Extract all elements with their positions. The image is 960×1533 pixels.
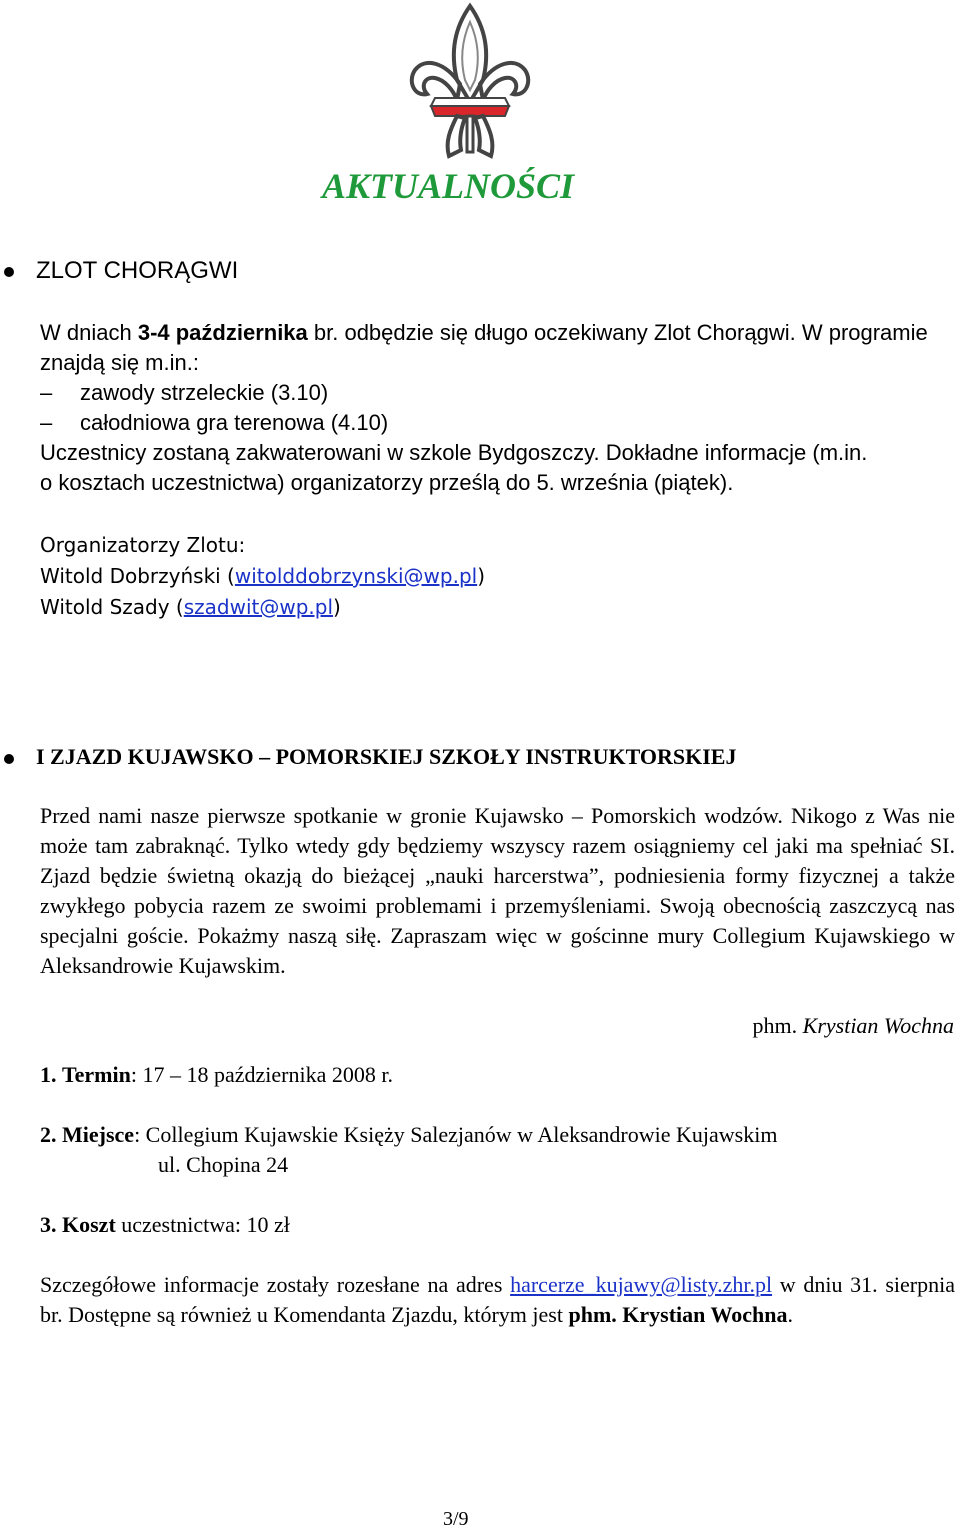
page-heading: AKTUALNOŚCI bbox=[322, 166, 575, 206]
dash-icon: – bbox=[40, 380, 53, 405]
info-num: 3. bbox=[40, 1212, 57, 1237]
details-post: w dniu 31. sierpnia br. Dostępne są również u Komendanta Zjazdu, którym jest bbox=[40, 1272, 955, 1327]
organizer-email-link[interactable]: szadwit@wp.pl bbox=[183, 595, 334, 619]
zlot-line-b: o kosztach uczestnictwa) organizatorzy prześlą do 5. września (piątek). bbox=[40, 470, 734, 495]
details-paragraph bbox=[40, 1270, 955, 1330]
dash-icon: – bbox=[40, 410, 53, 435]
signature-name: Krystian Wochna bbox=[802, 1013, 954, 1038]
details-end: . bbox=[787, 1302, 794, 1327]
bullet-icon bbox=[4, 267, 14, 277]
organizer-name: Witold Szady bbox=[40, 595, 170, 619]
organizers-block bbox=[40, 530, 955, 623]
organizer-row: Witold Szady (szadwit@wp.pl) bbox=[40, 595, 341, 619]
list-item-text: zawody strzeleckie (3.10) bbox=[80, 380, 329, 405]
intro-pre: W dniach bbox=[40, 320, 138, 345]
zjazd-section-title bbox=[4, 742, 736, 772]
organizer-email-link[interactable]: witolddobrzynski@wp.pl bbox=[234, 564, 478, 588]
info-term bbox=[40, 1060, 393, 1090]
page-number: 3/9 bbox=[443, 1508, 469, 1530]
signature bbox=[753, 1013, 954, 1039]
zlot-section-title bbox=[4, 256, 238, 286]
info-value: : 17 – 18 października 2008 r. bbox=[130, 1062, 393, 1087]
bullet-icon bbox=[4, 754, 14, 764]
info-num: 2. bbox=[40, 1122, 57, 1147]
signature-rank: phm. bbox=[752, 1013, 798, 1038]
zlot-intro bbox=[40, 318, 955, 378]
list-item-text: całodniowa gra terenowa (4.10) bbox=[80, 410, 389, 435]
organizer-row: Witold Dobrzyński (witolddobrzynski@wp.pl) bbox=[40, 564, 486, 588]
intro-post: br. odbędzie się długo oczekiwany Zlot Chorągwi. W programie znajdą się m.in.: bbox=[40, 320, 928, 375]
details-bold: phm. Krystian Wochna bbox=[568, 1302, 788, 1327]
info-label: Koszt bbox=[62, 1212, 116, 1237]
info-place bbox=[40, 1120, 777, 1180]
intro-bold: 3-4 października bbox=[137, 320, 308, 345]
zjazd-title-text: I ZJAZD KUJAWSKO – POMORSKIEJ SZKOŁY INSTRUKTORSKIEJ bbox=[36, 744, 737, 769]
info-label: Termin bbox=[62, 1062, 131, 1087]
zlot-body bbox=[40, 318, 955, 498]
info-value: : Collegium Kujawskie Księży Salezjanów w Aleksandrowie Kujawskim bbox=[134, 1122, 778, 1147]
zlot-line-a: Uczestnicy zostaną zakwaterowani w szkole Bydgoszczy. Dokładne informacje (m.in. bbox=[40, 440, 868, 465]
list-item bbox=[40, 378, 955, 408]
info-cost bbox=[40, 1210, 290, 1240]
fleur-de-lis-logo bbox=[405, 2, 535, 162]
organizer-name: Witold Dobrzyński bbox=[40, 564, 221, 588]
info-label: Miejsce bbox=[62, 1122, 135, 1147]
info-value: uczestnictwa: 10 zł bbox=[115, 1212, 290, 1237]
organizers-label: Organizatorzy Zlotu: bbox=[40, 533, 246, 557]
zlot-title-text: ZLOT CHORĄGWI bbox=[36, 257, 239, 284]
list-item bbox=[40, 408, 955, 438]
zjazd-body: Przed nami nasze pierwsze spotkanie w gronie Kujawsko – Pomorskich wodzów. Nikogo z Was nie może tam zabraknąć. Tylko wtedy gdy będziemy wszyscy razem osiągniemy cel jaki ma spełniać SI. Zjazd będzie świetną okazją do bieżącej „nauki harcerstwa”, podniesienia formy fizycznej a także zwykłego pobycia razem ze swoimi problemami i przemyśleniami. Swoją obecnością zaszczycą nas specjalni goście. Pokażmy naszą siłę. Zapraszam więc w gościnne mury Collegium Kujawskiego w Aleksandrowie Kujawskim. bbox=[40, 803, 955, 978]
info-num: 1. bbox=[40, 1062, 57, 1087]
details-email-link[interactable]: harcerze_kujawy@listy.zhr.pl bbox=[510, 1272, 773, 1297]
details-pre: Szczegółowe informacje zostały rozesłane na adres bbox=[40, 1272, 511, 1297]
info-sub: ul. Chopina 24 bbox=[158, 1152, 289, 1177]
